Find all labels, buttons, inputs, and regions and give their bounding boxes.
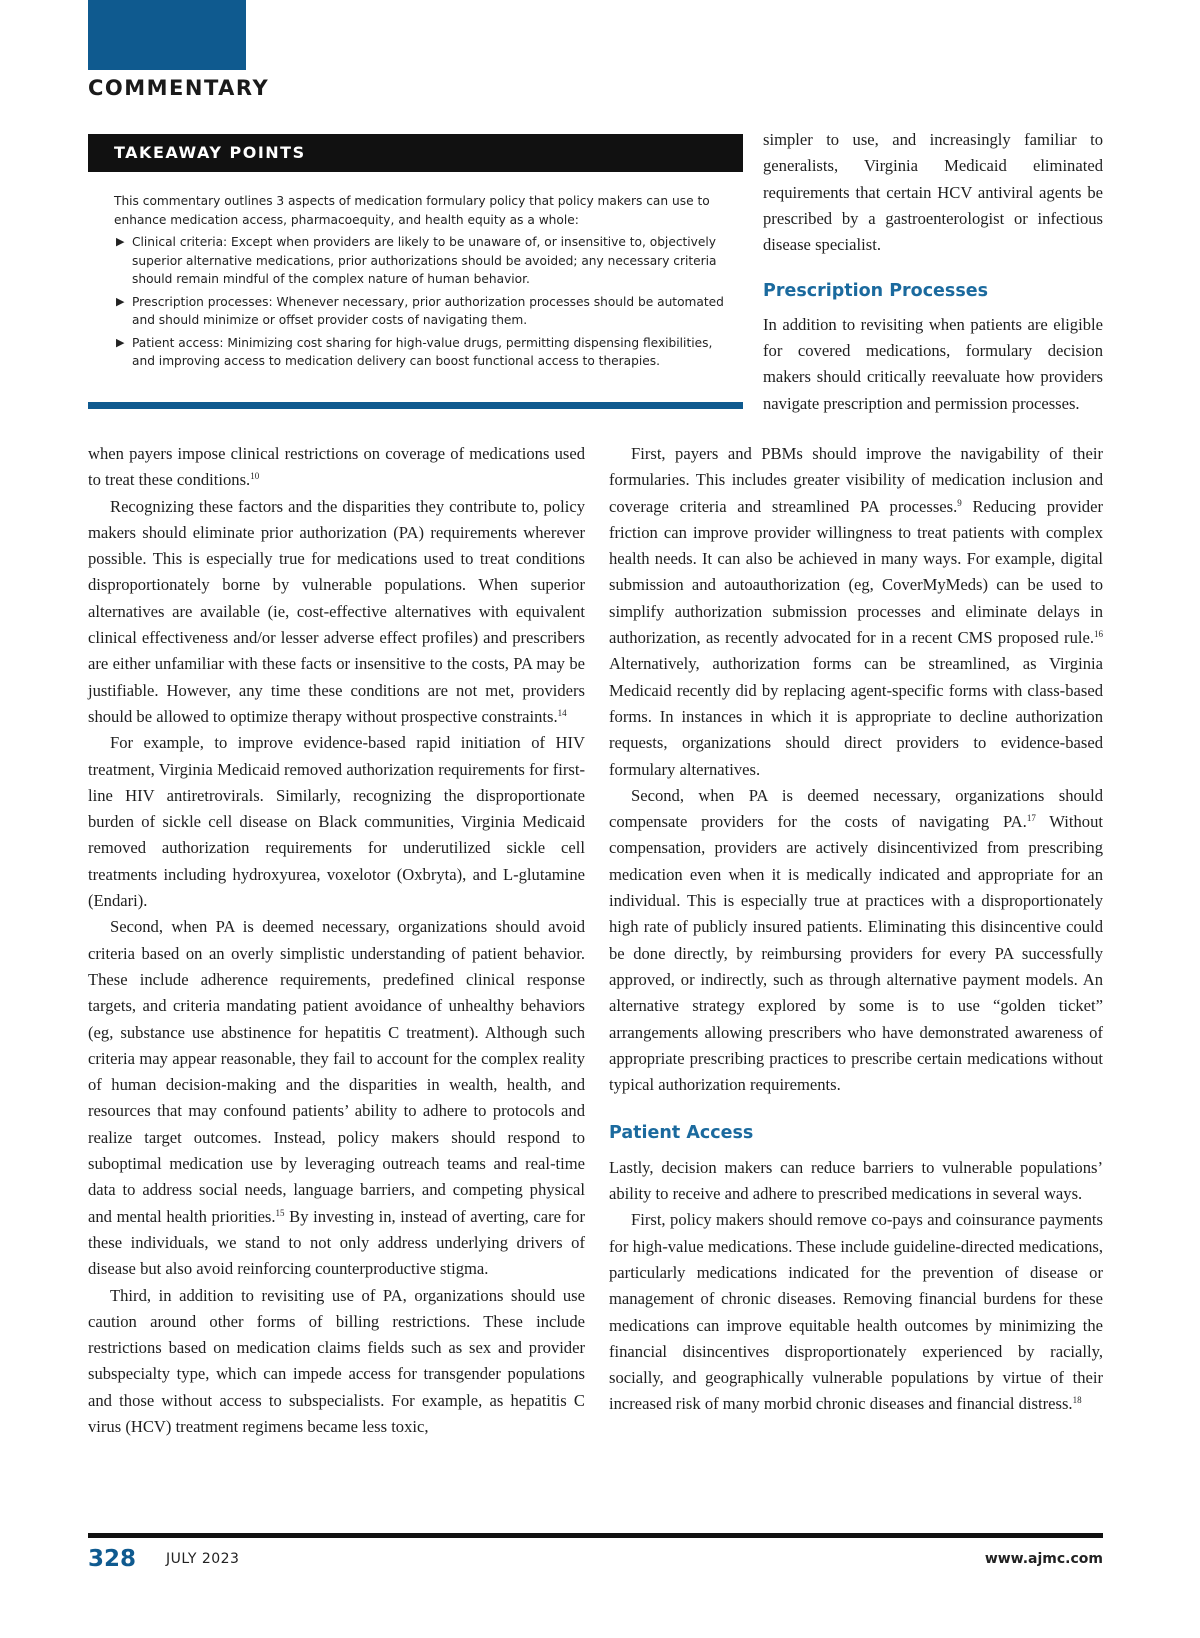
left-column <box>88 441 585 1440</box>
paragraph: For example, to improve evidence-based rapid initiation of HIV treatment, Virginia Medicaid removed authorization requirements for first-line HIV antiretrovirals. Similarly, recognizing the disproportionate burden of sickle cell disease on Black communities, Virginia Medicaid removed authorization requirements for underutilized sickle cell treatments including hydroxyurea, voxelotor (Oxbryta), and L-glutamine (Endari). <box>88 733 585 911</box>
right-column-top <box>763 127 1103 417</box>
paragraph: Recognizing these factors and the disparities they contribute to, policy makers should eliminate prior authorization (PA) requirements wherever possible. This is especially true for medications used to treat conditions disproportionately borne by vulnerable populations. When superior alternatives are available (ie, cost-effective alternatives with equivalent clinical effectiveness and/or lesser adverse effect profiles) and prescribers are either unfamiliar with these facts or insensitive to the costs, PA may be justifiable. However, any time these conditions are not met, providers should be allowed to optimize therapy without prospective constraints.$^{14}$ <box>88 496 585 726</box>
paragraph: simpler to use, and increasingly familiar to generalists, Virginia Medicaid eliminated requirements that certain HCV antiviral agents be prescribed by a gastroenterologist or infectious disease specialist. <box>763 130 1103 255</box>
takeaway-bottom-rule <box>88 402 743 409</box>
reference-number: 17 <box>1026 813 1036 824</box>
takeaway-list <box>114 233 725 371</box>
footer-rule <box>88 1533 1103 1538</box>
takeaway-body <box>88 172 743 371</box>
website-link[interactable]: www.ajmc.com <box>984 1551 1103 1567</box>
reference-number: 14 <box>557 707 567 718</box>
paragraph: In addition to revisiting when patients are eligible for covered medications, formulary decision makers should critically reevaluate how providers navigate prescription and permission processes. <box>763 314 1103 413</box>
paragraph: Second, when PA is deemed necessary, organizations should compensate providers for the costs of navigating PA.$^{17}$ Without compensation, providers are actively disincentivized from prescribing medication even when it is medically indicated and appropriate for an individual. This is especially true at practices with a disproportionately high rate of publicly insured patients. Eliminating this disincentive could be done directly, by reimbursing providers for every PA successfully approved, or indirectly, such as through alternative payment models. An alternative strategy explored by some is to use “golden ticket” arrangements allowing prescribers who have demonstrated awareness of appropriate prescribing practices to prescribe certain medications without typical authorization requirements. <box>609 785 1103 1095</box>
paragraph: First, policy makers should remove co-pays and coinsurance payments for high-value medications. These include guideline-directed medications, particularly medications indicated for the prevention of disease or management of chronic diseases. Removing financial burdens for these medications can improve equitable health outcomes by minimizing the financial disincentives disproportionately experienced by racially, socially, and geographically vulnerable populations by virtue of their increased risk of many morbid chronic diseases and financial distress.$^{18}$ <box>609 1210 1103 1414</box>
takeaway-title: TAKEAWAY POINTS <box>88 134 743 172</box>
paragraph: Third, in addition to revisiting use of PA, organizations should use caution around other forms of billing restrictions. These include restrictions based on medication claims fields such as sex and provider subspecialty type, which can impede access for transgender populations and those without access to subspecialists. For example, as hepatitis C virus (HCV) treatment regimens became less toxic, <box>88 1285 585 1436</box>
section-label: COMMENTARY <box>88 76 270 100</box>
bullet-arrow-icon: ▶ <box>116 335 125 349</box>
subheading-patient-access: Patient Access <box>609 1123 754 1144</box>
takeaway-bullet: ▶ Clinical criteria: Except when providers are likely to be unaware of, or insensitive to, objectively superior alternative medications, prior authorizations should be avoided; any necessary criteria should remain mindful of the complex nature of human behavior. <box>116 235 717 286</box>
reference-number: 10 <box>250 471 260 482</box>
takeaway-box <box>88 134 743 375</box>
reference-number: 18 <box>1072 1395 1082 1406</box>
reference-number: 9 <box>957 497 962 508</box>
header-color-block <box>88 0 246 70</box>
takeaway-bullet: ▶ Prescription processes: Whenever necessary, prior authorization processes should be automated and should minimize or offset provider costs of navigating them. <box>116 294 724 327</box>
reference-number: 15 <box>275 1207 285 1218</box>
paragraph: when payers impose clinical restrictions on coverage of medications used to treat these conditions.$^{10}$ <box>88 444 585 490</box>
reference-number: 16 <box>1094 629 1103 640</box>
paragraph: First, payers and PBMs should improve the navigability of their formularies. This includes greater visibility of medication inclusion and coverage criteria and streamlined PA processes.$^9$ Reducing provider friction can improve provider willingness to treat patients with complex health needs. It can also be achieved in many ways. For example, digital submission and autoauthorization (eg, CoverMyMeds) can be used to simplify authorization submission processes and eliminate delays in authorization, as recently advocated for in a recent CMS proposed rule.$^{16}$ Alternatively, authorization forms can be streamlined, as Virginia Medicaid recently did by replacing agent-specific forms with class-based forms. In instances in which it is appropriate to decline authorization requests, organizations should direct providers to evidence-based formulary alternatives. <box>609 444 1103 779</box>
bullet-arrow-icon: ▶ <box>116 294 125 308</box>
right-column <box>609 441 1103 1418</box>
subheading-prescription-processes: Prescription Processes <box>763 281 989 302</box>
bullet-arrow-icon: ▶ <box>116 235 125 248</box>
paragraph: Second, when PA is deemed necessary, organizations should avoid criteria based on an overly simplistic understanding of patient behavior. These include adherence requirements, predefined clinical response targets, and criteria mandating patient avoidance of unhealthy behaviors (eg, substance use abstinence for hepatitis C treatment). Although such criteria may appear reasonable, they fail to account for the complex reality of human decision-making and the disparities in wealth, health, and resources that may confound patients’ ability to adhere to protocols and realize target outcomes. Instead, policy makers should respond to suboptimal medication use by leveraging outreach teams and real-time data to address social needs, language barriers, and competing physical and mental health priorities.$^{15}$ By investing in, instead of averting, care for these individuals, we stand to not only address underlying drivers of disease but also avoid reinforcing counterproductive stigma. <box>88 917 585 1279</box>
takeaway-bullet: ▶ Patient access: Minimizing cost sharing for high-value drugs, permitting dispensing flexibilities, and improving access to medication delivery can boost functional access to therapies. <box>116 335 713 368</box>
paragraph: Lastly, decision makers can reduce barriers to vulnerable populations’ ability to receive and adhere to prescribed medications in several ways. <box>609 1157 1103 1204</box>
page-number: 328 <box>88 1546 137 1572</box>
takeaway-intro: This commentary outlines 3 aspects of medication formulary policy that policy makers can use to enhance medication access, pharmacoequity, and health equity as a whole: <box>114 194 710 227</box>
issue-date: JULY 2023 <box>166 1551 240 1567</box>
